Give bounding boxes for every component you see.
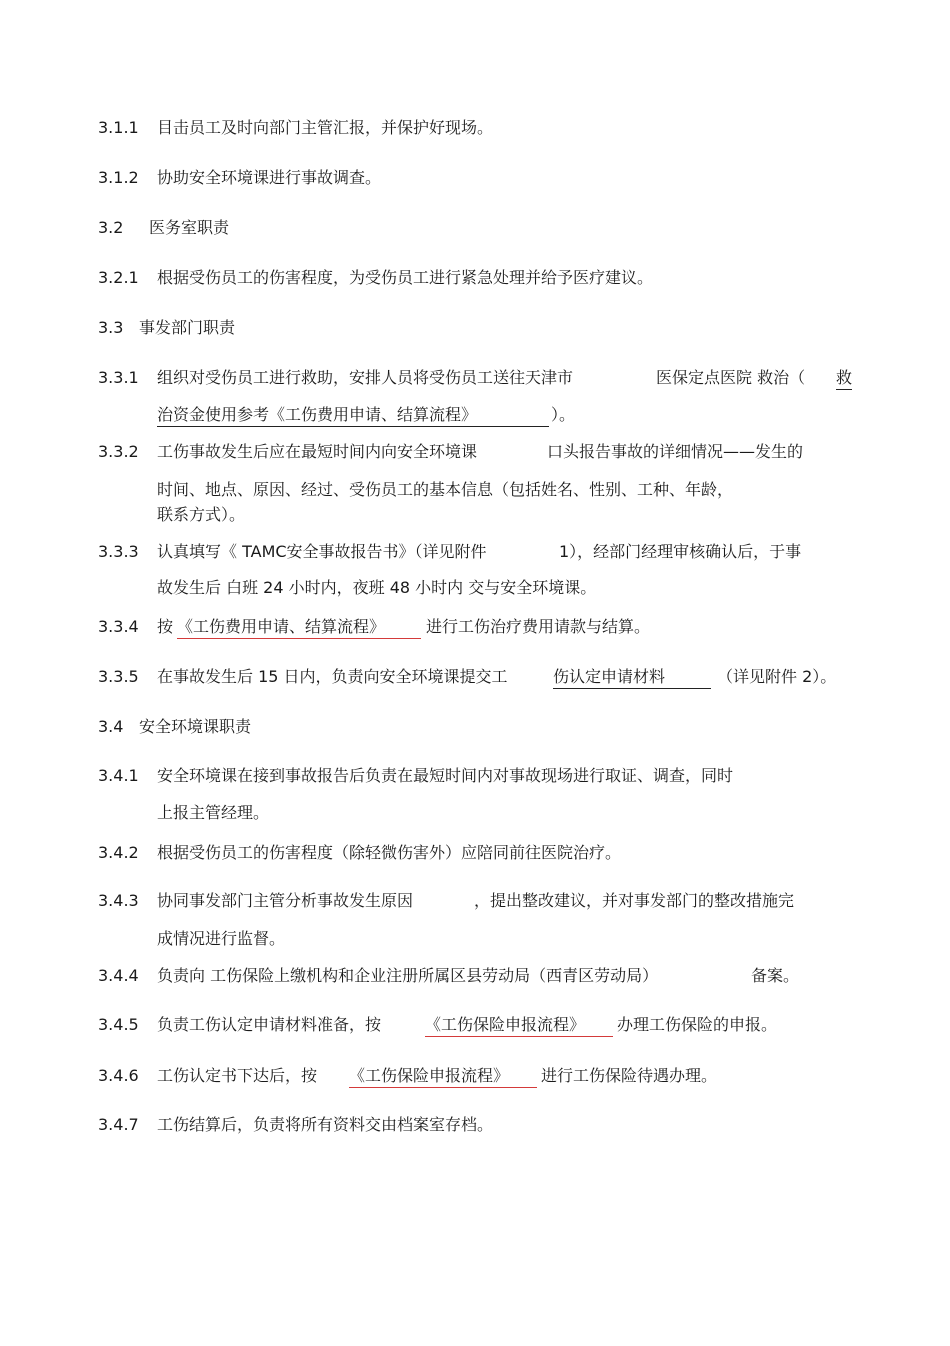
- section-title: 医务室职责: [149, 218, 230, 237]
- item-text: 按: [157, 617, 174, 636]
- item-number: 3.1.2: [98, 168, 139, 187]
- section-number: 3.3: [98, 318, 124, 337]
- item-number: 3.4.3: [98, 891, 139, 910]
- item-number: 3.1.1: [98, 118, 139, 137]
- underlined-text: 伤认定申请材料: [553, 667, 711, 689]
- item-text: 成情况进行监督。: [157, 929, 286, 948]
- item-text: （详见附件 2）。: [717, 667, 837, 686]
- item-text: 口头报告事故的详细情况——发生的: [547, 442, 804, 461]
- item-text: 故发生后 白班 24 小时内，夜班 48 小时内 交与安全环境课。: [157, 578, 597, 597]
- item-text: 根据受伤员工的伤害程度（除轻微伤害外）应陪同前往医院治疗。: [157, 843, 622, 862]
- item-number: 3.4.6: [98, 1066, 139, 1085]
- item-text: 协同事发部门主管分析事故发生原因: [157, 891, 414, 910]
- item-text: 1），经部门经理审核确认后，于事: [559, 542, 802, 561]
- item-text: 工伤事故发生后应在最短时间内向安全环境课: [157, 442, 478, 461]
- item-text: 组织对受伤员工进行救助，安排人员将受伤员工送往天津市: [157, 368, 574, 387]
- underlined-text: 救: [836, 368, 852, 390]
- item-text: 联系方式）。: [157, 505, 246, 524]
- item-text: 备案。: [751, 966, 800, 985]
- section-number: 3.4: [98, 717, 124, 736]
- item-text: 目击员工及时向部门主管汇报，并保护好现场。: [157, 118, 494, 137]
- section-title: 安全环境课职责: [139, 717, 252, 736]
- item-number: 3.3.1: [98, 368, 139, 387]
- section-title: 事发部门职责: [139, 318, 236, 337]
- item-text: 工伤认定书下达后，按: [157, 1066, 318, 1085]
- item-text: 上报主管经理。: [157, 803, 270, 822]
- item-text: 根据受伤员工的伤害程度，为受伤员工进行紧急处理并给予医疗建议。: [157, 268, 654, 287]
- item-text: 办理工伤保险的申报。: [617, 1015, 778, 1034]
- item-text: 进行工伤治疗费用请款与结算。: [426, 617, 651, 636]
- item-text: 安全环境课在接到事故报告后负责在最短时间内对事故现场进行取证、调查，同时: [157, 766, 734, 785]
- item-text: 时间、地点、原因、经过、受伤员工的基本信息（包括姓名、性别、工种、年龄，: [157, 480, 734, 499]
- item-text: ，提出整改建议，并对事发部门的整改措施完: [474, 891, 795, 910]
- item-text: 负责向 工伤保险上缴机构和企业注册所属区县劳动局（西青区劳动局）: [157, 966, 659, 985]
- item-text: 协助安全环境课进行事故调查。: [157, 168, 382, 187]
- section-number: 3.2: [98, 218, 124, 237]
- item-number: 3.4.5: [98, 1015, 139, 1034]
- item-number: 3.3.2: [98, 442, 139, 461]
- item-text: 医保定点医院 救治（: [656, 368, 806, 387]
- item-number: 3.3.5: [98, 667, 139, 686]
- item-text: 认真填写《 TAMC安全事故报告书》（详见附件: [157, 542, 487, 561]
- item-text: 工伤结算后，负责将所有资料交由档案室存档。: [157, 1115, 494, 1134]
- item-text: 进行工伤保险待遇办理。: [541, 1066, 718, 1085]
- process-link[interactable]: 《工伤保险申报流程》: [349, 1066, 537, 1088]
- item-number: 3.2.1: [98, 268, 139, 287]
- underlined-text: 治资金使用参考《工伤费用申请、结算流程》: [157, 405, 549, 427]
- item-number: 3.4.4: [98, 966, 139, 985]
- item-text: ）。: [551, 405, 576, 424]
- process-link[interactable]: 《工伤费用申请、结算流程》: [177, 617, 421, 639]
- item-number: 3.3.4: [98, 617, 139, 636]
- item-number: 3.4.2: [98, 843, 139, 862]
- item-text: 在事故发生后 15 日内，负责向安全环境课提交工: [157, 667, 508, 686]
- item-text: 负责工伤认定申请材料准备，按: [157, 1015, 382, 1034]
- process-link[interactable]: 《工伤保险申报流程》: [425, 1015, 613, 1037]
- item-number: 3.3.3: [98, 542, 139, 561]
- item-number: 3.4.1: [98, 766, 139, 785]
- item-number: 3.4.7: [98, 1115, 139, 1134]
